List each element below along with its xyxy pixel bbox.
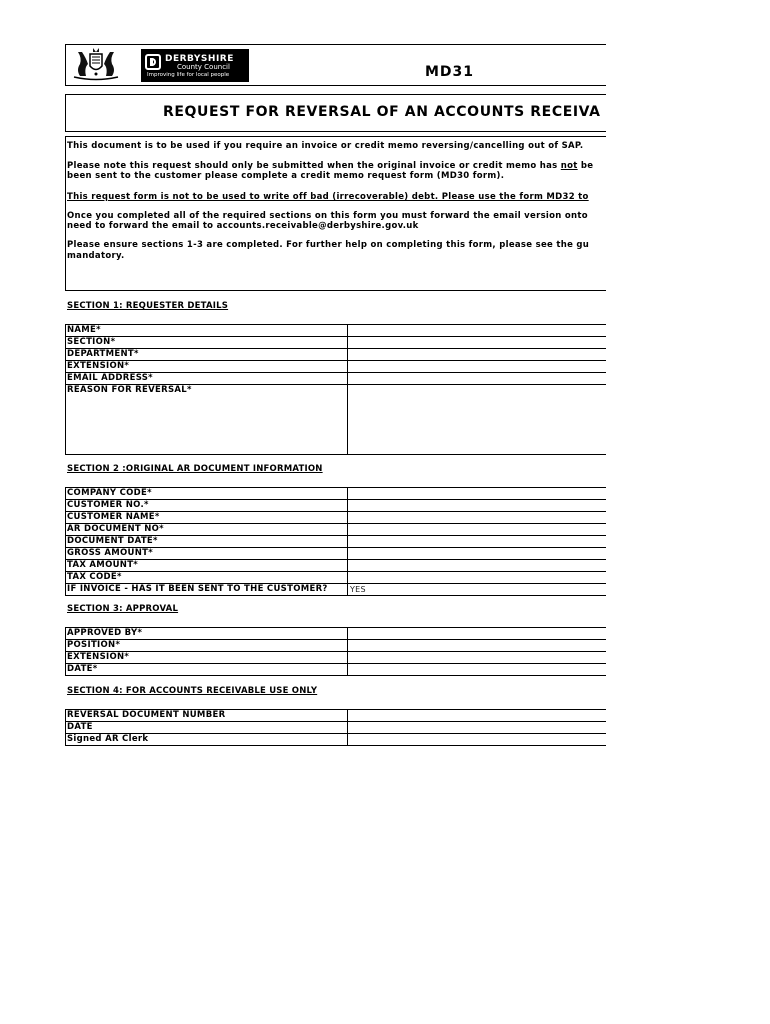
field-label: SECTION* — [67, 337, 116, 347]
intro-line-2-emphasis: not — [560, 161, 578, 171]
field-label: TAX CODE* — [67, 572, 122, 582]
position-field[interactable] — [347, 640, 617, 651]
table-row — [66, 572, 606, 584]
table-row — [66, 652, 606, 664]
table-row — [66, 664, 606, 676]
table-row — [66, 500, 606, 512]
customer-name-field[interactable] — [347, 512, 617, 523]
logo-line1: DERBYSHIRE — [165, 54, 234, 64]
section1-title: SECTION 1: REQUESTER DETAILS — [67, 301, 229, 311]
council-logo — [141, 49, 249, 82]
field-label: GROSS AMOUNT* — [67, 548, 153, 558]
table-row — [66, 536, 606, 548]
reason-field[interactable] — [347, 385, 617, 454]
field-label: REVERSAL DOCUMENT NUMBER — [67, 710, 226, 720]
approval-date-field[interactable] — [347, 664, 617, 675]
document-date-field[interactable] — [347, 536, 617, 547]
field-label: COMPANY CODE* — [67, 488, 152, 498]
table-row — [66, 548, 606, 560]
table-row — [66, 337, 606, 349]
intro-line-2-part-a: Please note this request should only be submitted when the original invoice or credit memo has — [67, 161, 561, 171]
company-code-field[interactable] — [347, 488, 617, 499]
form-code: MD31 — [425, 64, 475, 80]
intro-line-2-part-c: be — [577, 161, 594, 171]
table-row — [66, 628, 606, 640]
signed-ar-clerk-field[interactable] — [347, 734, 617, 745]
field-label: TAX AMOUNT* — [67, 560, 139, 570]
section2-table — [65, 487, 606, 596]
intro-line-1: This document is to be used if you require an invoice or credit memo reversing/cancelling out of SAP. — [67, 141, 584, 151]
customer-no-field[interactable] — [347, 500, 617, 511]
field-label: CUSTOMER NO.* — [67, 500, 149, 510]
table-row — [66, 488, 606, 500]
approved-by-field[interactable] — [347, 628, 617, 639]
section4-table — [65, 709, 606, 746]
field-label: REASON FOR REVERSAL* — [67, 385, 192, 395]
logo-line2: County Council — [177, 63, 230, 71]
page-title: REQUEST FOR REVERSAL OF AN ACCOUNTS RECEIVA — [163, 104, 601, 120]
email-field[interactable] — [347, 373, 617, 384]
reversal-document-number-field[interactable] — [347, 710, 617, 721]
logo-tagline: Improving life for local people — [147, 72, 230, 78]
table-row — [66, 560, 606, 572]
field-label: IF INVOICE - HAS IT BEEN SENT TO THE CUSTOMER? — [67, 584, 328, 594]
council-logo-mark-icon — [145, 54, 161, 70]
intro-line-8: mandatory. — [67, 251, 125, 261]
intro-line-7: Please ensure sections 1-3 are completed. For further help on completing this form, please see the gu — [67, 240, 590, 250]
intro-line-5: Once you completed all of the required sections on this form you must forward the email version onto — [67, 211, 588, 221]
section2-title: SECTION 2 :ORIGINAL AR DOCUMENT INFORMATION — [67, 464, 323, 474]
section-field[interactable] — [347, 337, 617, 348]
intro-line-6: need to forward the email to accounts.receivable@derbyshire.gov.uk — [67, 221, 419, 231]
table-row — [66, 373, 606, 385]
table-row — [66, 512, 606, 524]
table-row — [66, 640, 606, 652]
table-row — [66, 734, 606, 746]
extension-field[interactable] — [347, 361, 617, 372]
field-label: APPROVED BY* — [67, 628, 143, 638]
field-label: AR DOCUMENT NO* — [67, 524, 164, 534]
intro-line-4: This request form is not to be used to write off bad (irrecoverable) debt. Please use the form MD32 to — [67, 192, 589, 202]
coat-of-arms-icon — [68, 46, 124, 82]
section4-title: SECTION 4: FOR ACCOUNTS RECEIVABLE USE ONLY — [67, 686, 318, 696]
field-label: EXTENSION* — [67, 361, 130, 371]
tax-amount-field[interactable] — [347, 560, 617, 571]
table-row — [66, 584, 606, 596]
table-row — [66, 361, 606, 373]
table-row — [66, 349, 606, 361]
sent-to-customer-select[interactable]: YES — [347, 584, 617, 595]
field-label: EXTENSION* — [67, 652, 130, 662]
table-row — [66, 722, 606, 734]
ar-date-field[interactable] — [347, 722, 617, 733]
section3-title: SECTION 3: APPROVAL — [67, 604, 179, 614]
section1-table — [65, 324, 606, 455]
field-label: EMAIL ADDRESS* — [67, 373, 153, 383]
field-label: DOCUMENT DATE* — [67, 536, 158, 546]
approver-extension-field[interactable] — [347, 652, 617, 663]
field-label: DEPARTMENT* — [67, 349, 139, 359]
section3-table — [65, 627, 606, 676]
table-row — [66, 385, 606, 455]
tax-code-field[interactable] — [347, 572, 617, 583]
field-label: DATE — [67, 722, 93, 732]
field-label: DATE* — [67, 664, 98, 674]
table-row — [66, 325, 606, 337]
field-label: NAME* — [67, 325, 101, 335]
field-label: Signed AR Clerk — [67, 734, 149, 744]
field-label: CUSTOMER NAME* — [67, 512, 160, 522]
gross-amount-field[interactable] — [347, 548, 617, 559]
table-row — [66, 710, 606, 722]
name-field[interactable] — [347, 325, 617, 336]
table-row — [66, 524, 606, 536]
ar-document-no-field[interactable] — [347, 524, 617, 535]
department-field[interactable] — [347, 349, 617, 360]
intro-line-3: been sent to the customer please complete a credit memo request form (MD30 form). — [67, 171, 505, 181]
field-label: POSITION* — [67, 640, 121, 650]
